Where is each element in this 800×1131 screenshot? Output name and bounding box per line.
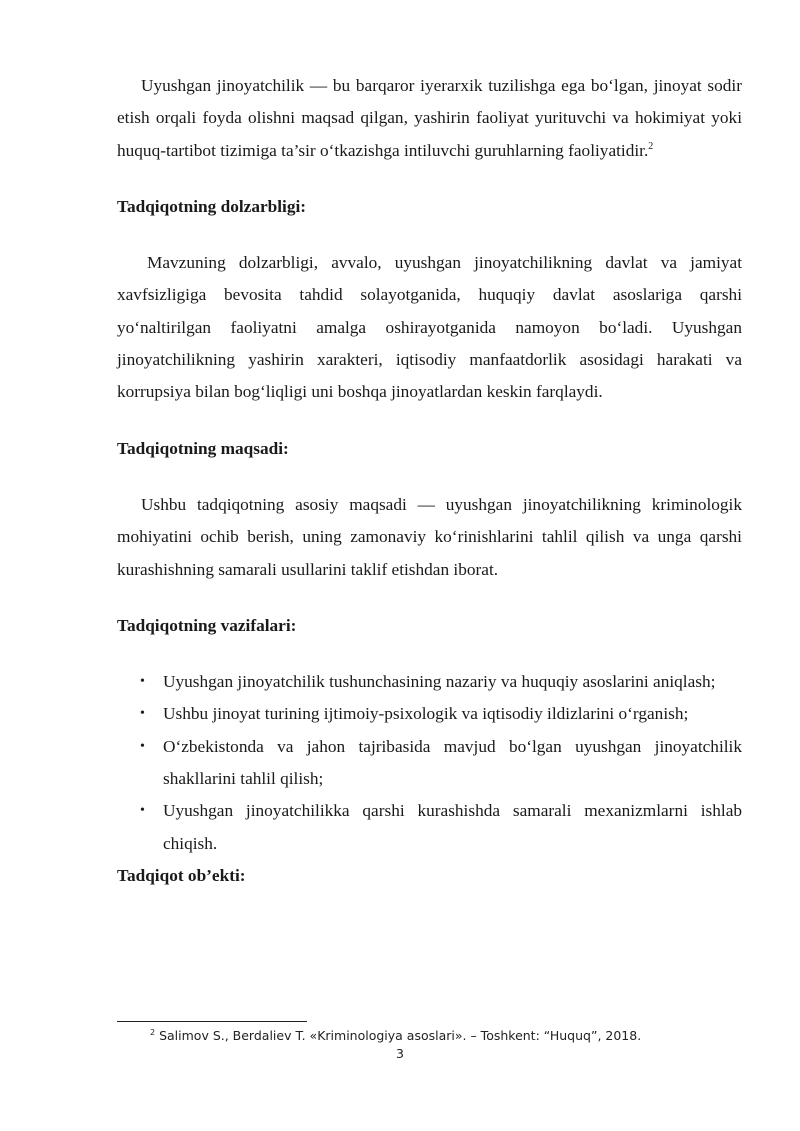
- footnote-separator: [117, 1021, 307, 1022]
- goal-heading: Tadqiqotning maqsadi:: [117, 438, 289, 458]
- tasks-heading: Tadqiqotning vazifalari:: [117, 615, 297, 635]
- page-number: 3: [396, 1046, 404, 1061]
- list-item-text: Ushbu jinoyat turining ijtimoiy-psixologik va iqtisodiy ildizlarini o‘rganish;: [163, 704, 689, 724]
- list-item-text: O‘zbekistonda va jahon tajribasida mavjud bo‘lgan uyushgan jinoyatchilik shakllarini tahlil qilish;: [163, 736, 742, 789]
- bullet-icon: •: [140, 674, 145, 690]
- footnote: [150, 1028, 641, 1043]
- list-item: [117, 666, 742, 698]
- list-item-text: Uyushgan jinoyatchilik tushunchasining nazariy va huquqiy asoslarini aniqlash;: [163, 672, 716, 692]
- relevance-paragraph: Mavzuning dolzarbligi, avvalo, uyushgan jinoyatchilikning davlat va jamiyat xavfsizligiga bevosita tahdid solayotganida, huquqiy davlat asoslariga qarshi yo‘naltirilgan faoliyatni amalga oshirayotganida namoyon bo‘ladi. Uyushgan jinoyatchilikning yashirin xarakteri, iqtisodiy manfaatdorlik asosidagi harakati va korrupsiya bilan bog‘liqligi uni boshqa jinoyatlardan keskin farqlaydi.: [117, 253, 742, 402]
- list-item: [117, 731, 742, 796]
- footnote-number: 2: [150, 1027, 156, 1037]
- intro-paragraph: [117, 70, 742, 167]
- list-item: [117, 795, 742, 860]
- list-item: [117, 698, 742, 730]
- bullet-icon: •: [140, 706, 145, 722]
- bullet-icon: •: [140, 738, 145, 754]
- footnote-reference[interactable]: 2: [648, 140, 654, 152]
- intro-text: Uyushgan jinoyatchilik — bu barqaror iyerarxik tuzilishga ega bo‘lgan, jinoyat sodir etish orqali foyda olishni maqsad qilgan, yashirin faoliyat yurituvchi va hokimiyat yoki huquq-tartibot tizimiga ta’sir o‘tkazishga intiluvchi guruhlarning faoliyatidir.: [117, 76, 742, 160]
- object-heading: Tadqiqot ob’ekti:: [117, 865, 246, 885]
- footnote-text: Salimov S., Berdaliev T. «Kriminologiya asoslari». – Toshkent: “Huquq”, 2018.: [159, 1028, 642, 1043]
- tasks-list: [117, 666, 742, 860]
- goal-paragraph: Ushbu tadqiqotning asosiy maqsadi — uyushgan jinoyatchilikning kriminologik mohiyatini ochib berish, uning zamonaviy ko‘rinishlarini tahlil qilish va unga qarshi kurashishning samarali usullarini taklif etishdan iborat.: [117, 494, 742, 579]
- bullet-icon: •: [140, 803, 145, 819]
- list-item-text: Uyushgan jinoyatchilikka qarshi kurashishda samarali mexanizmlarni ishlab chiqish.: [163, 801, 742, 853]
- relevance-heading: Tadqiqotning dolzarbligi:: [117, 196, 307, 216]
- page-body: [117, 70, 742, 892]
